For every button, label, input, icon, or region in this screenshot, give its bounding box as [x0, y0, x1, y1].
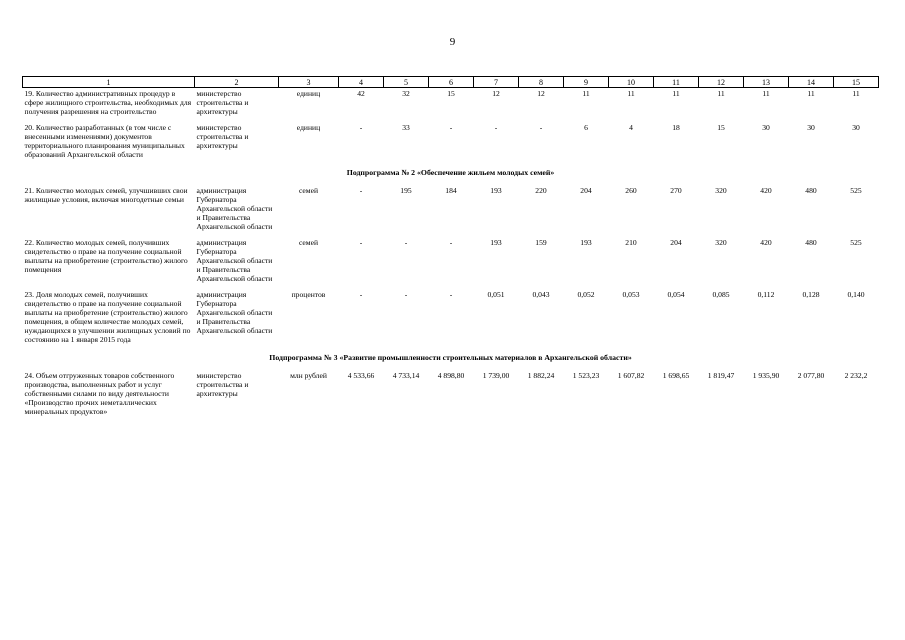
- value-cell: 11: [627, 89, 635, 98]
- value-cell: 4 733,14: [392, 371, 420, 380]
- table-row: [23, 289, 879, 350]
- value-cell: 11: [582, 89, 590, 98]
- value-cell: 11: [807, 89, 815, 98]
- value-cell: 12: [537, 89, 545, 98]
- column-header: 15: [834, 77, 879, 88]
- value-cell: 420: [760, 238, 772, 247]
- value-cell: -: [359, 123, 363, 132]
- value-cell: -: [404, 238, 408, 247]
- value-cell: 2 232,2: [844, 371, 868, 380]
- value-cell: -: [359, 186, 363, 195]
- value-cell: -: [449, 123, 453, 132]
- executor-cell: администрация Губернатора Архангельской области и Правительства Архангельской области: [196, 238, 273, 283]
- value-cell: 480: [805, 238, 817, 247]
- value-cell: 11: [672, 89, 680, 98]
- unit-cell: единиц: [296, 123, 321, 132]
- value-cell: 6: [584, 123, 588, 132]
- value-cell: 4: [629, 123, 633, 132]
- value-cell: 1 739,00: [482, 371, 510, 380]
- page-number: 9: [449, 36, 456, 48]
- value-cell: 11: [717, 89, 725, 98]
- value-cell: 30: [852, 123, 860, 132]
- column-header: 1: [23, 77, 195, 88]
- value-cell: 0,043: [532, 290, 550, 299]
- indicator-cell: 24. Объем отгруженных товаров собственного производства, выполненных работ и услуг собственными силами по виду деятельности «Производство прочих неметаллических минеральных продуктов»: [24, 371, 175, 416]
- value-cell: -: [539, 123, 543, 132]
- unit-cell: семей: [298, 238, 319, 247]
- column-header: 9: [564, 77, 609, 88]
- table-header-row: [23, 77, 879, 88]
- table-row: [23, 88, 879, 123]
- table-row: [23, 122, 879, 165]
- column-header: 8: [519, 77, 564, 88]
- value-cell: 30: [762, 123, 770, 132]
- subprogram-title-row: [23, 350, 879, 370]
- value-cell: 4 898,80: [437, 371, 465, 380]
- column-header: 13: [744, 77, 789, 88]
- executor-cell: администрация Губернатора Архангельской области и Правительства Архангельской области: [196, 186, 273, 231]
- subprogram-title-row: [23, 165, 879, 185]
- column-header: 7: [474, 77, 519, 88]
- value-cell: 1 607,82: [617, 371, 645, 380]
- value-cell: 0,052: [577, 290, 595, 299]
- value-cell: -: [494, 123, 498, 132]
- value-cell: 1 819,47: [707, 371, 735, 380]
- value-cell: 220: [535, 186, 547, 195]
- indicator-cell: 20. Количество разработанных (в том числе с внесенными изменениями) документов территориального планирования муниципальных образований Архангельской области: [24, 123, 185, 159]
- value-cell: 15: [447, 89, 455, 98]
- executor-cell: администрация Губернатора Архангельской области и Правительства Архангельской области: [196, 290, 273, 335]
- table-row: [23, 370, 879, 422]
- indicator-cell: 19. Количество административных процедур в сфере жилищного строительства, необходимых для получения разрешения на строительство: [24, 89, 192, 116]
- value-cell: -: [449, 238, 453, 247]
- value-cell: 0,051: [487, 290, 505, 299]
- value-cell: -: [449, 290, 453, 299]
- value-cell: 260: [625, 186, 637, 195]
- value-cell: 193: [490, 238, 502, 247]
- executor-cell: министерство строительства и архитектуры: [196, 371, 249, 398]
- value-cell: 0,053: [622, 290, 640, 299]
- value-cell: 193: [580, 238, 592, 247]
- value-cell: 18: [672, 123, 680, 132]
- value-cell: 42: [357, 89, 365, 98]
- value-cell: 0,085: [712, 290, 730, 299]
- column-header: 14: [789, 77, 834, 88]
- value-cell: -: [359, 290, 363, 299]
- value-cell: 193: [490, 186, 502, 195]
- value-cell: 210: [625, 238, 637, 247]
- value-cell: 1 935,90: [752, 371, 780, 380]
- indicator-cell: 23. Доля молодых семей, получивших свидетельство о праве на получение социальной выплаты на приобретение (строительство) жилого помещения, в общем количестве молодых семей, нуждающихся в улучшении жилищных условий по состоянию на 1 января 2015 года: [24, 290, 191, 344]
- value-cell: 0,128: [802, 290, 820, 299]
- value-cell: 320: [715, 238, 727, 247]
- value-cell: 0,140: [847, 290, 865, 299]
- executor-cell: министерство строительства и архитектуры: [196, 123, 249, 150]
- value-cell: 30: [807, 123, 815, 132]
- value-cell: 184: [445, 186, 457, 195]
- value-cell: 32: [402, 89, 410, 98]
- indicators-table: [22, 76, 879, 422]
- value-cell: 11: [852, 89, 860, 98]
- value-cell: 1 523,23: [572, 371, 600, 380]
- column-header: 4: [339, 77, 384, 88]
- value-cell: 525: [850, 238, 862, 247]
- column-header: 2: [195, 77, 279, 88]
- value-cell: 270: [670, 186, 682, 195]
- value-cell: 11: [762, 89, 770, 98]
- value-cell: 4 533,66: [347, 371, 375, 380]
- subprogram-title: Подпрограмма № 3 «Развитие промышленности строительных материалов в Архангельской области»: [269, 353, 632, 362]
- value-cell: 2 077,80: [797, 371, 825, 380]
- executor-cell: министерство строительства и архитектуры: [196, 89, 249, 116]
- value-cell: -: [359, 238, 363, 247]
- unit-cell: семей: [298, 186, 319, 195]
- column-header: 11: [654, 77, 699, 88]
- table-row: [23, 237, 879, 289]
- value-cell: 159: [535, 238, 547, 247]
- indicator-cell: 21. Количество молодых семей, улучшивших свои жилищные условия, включая многодетные семьи: [24, 186, 188, 204]
- value-cell: 320: [715, 186, 727, 195]
- value-cell: 0,112: [757, 290, 775, 299]
- value-cell: 0,054: [667, 290, 685, 299]
- indicator-cell: 22. Количество молодых семей, получивших свидетельство о праве на получение социальной выплаты на приобретение (строительство) жилого помещения: [24, 238, 188, 274]
- value-cell: 1 882,24: [527, 371, 555, 380]
- value-cell: 204: [670, 238, 682, 247]
- unit-cell: процентов: [291, 290, 326, 299]
- unit-cell: единиц: [296, 89, 321, 98]
- unit-cell: млн рублей: [290, 371, 327, 380]
- column-header: 3: [279, 77, 339, 88]
- value-cell: 33: [402, 123, 410, 132]
- column-header: 6: [429, 77, 474, 88]
- subprogram-title: Подпрограмма № 2 «Обеспечение жильем молодых семей»: [346, 168, 555, 177]
- column-header: 10: [609, 77, 654, 88]
- value-cell: 480: [805, 186, 817, 195]
- value-cell: 12: [492, 89, 500, 98]
- column-header: 12: [699, 77, 744, 88]
- value-cell: -: [404, 290, 408, 299]
- value-cell: 15: [717, 123, 725, 132]
- value-cell: 204: [580, 186, 592, 195]
- value-cell: 525: [850, 186, 862, 195]
- value-cell: 1 698,65: [662, 371, 690, 380]
- value-cell: 195: [400, 186, 412, 195]
- value-cell: 420: [760, 186, 772, 195]
- table-row: [23, 185, 879, 237]
- column-header: 5: [384, 77, 429, 88]
